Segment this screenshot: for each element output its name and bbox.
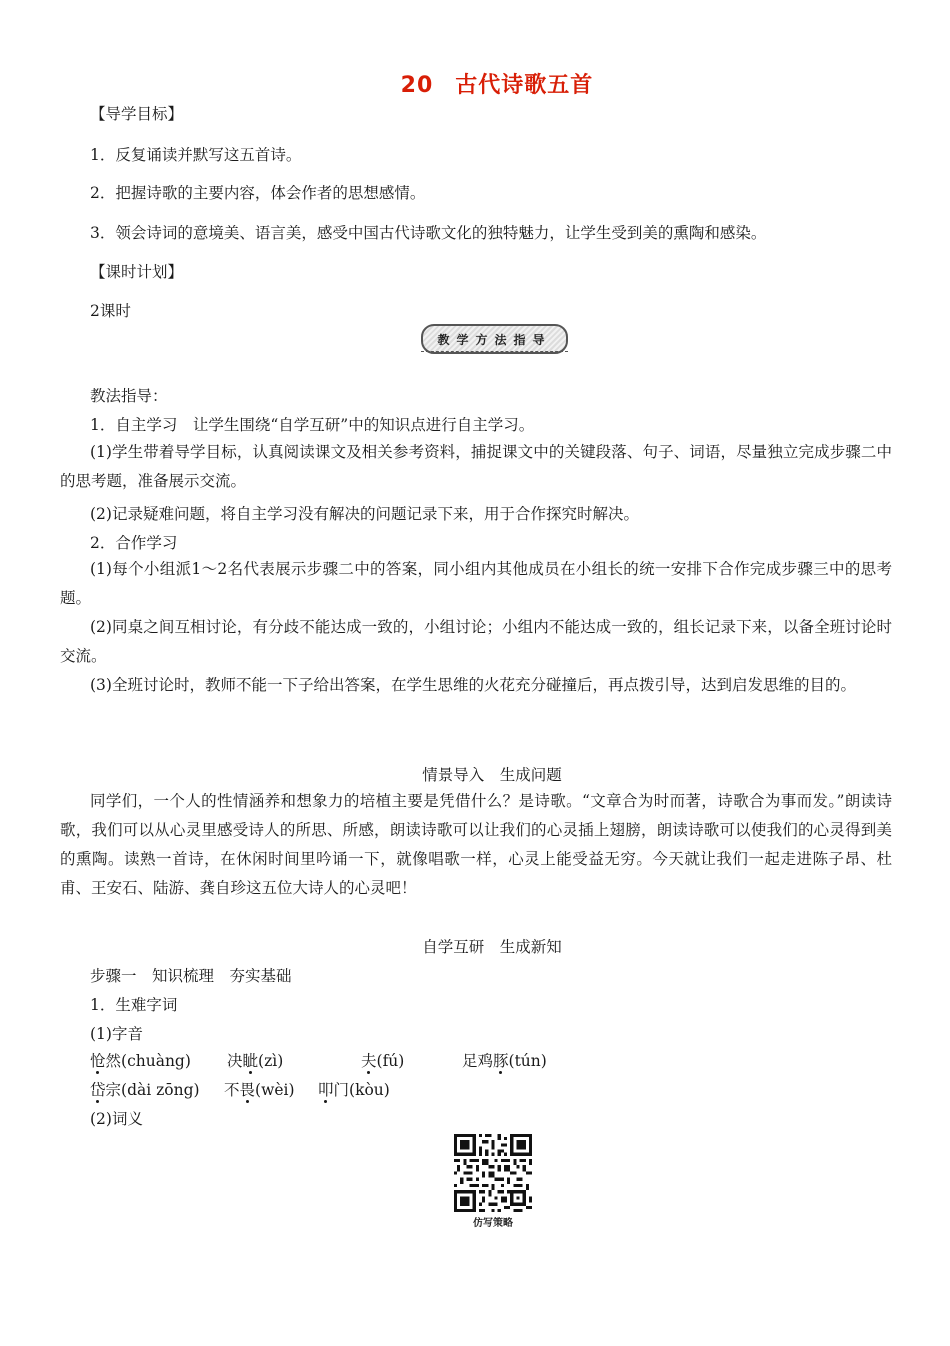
page-title <box>0 68 950 99</box>
goal-item-1: 1．反复诵读并默写这五首诗。 <box>90 146 302 164</box>
method-item-1-point-2: (2)记录疑难问题，将自主学习没有解决的问题记录下来，用于合作探究时解决。 <box>90 505 639 523</box>
banner-underline <box>421 351 568 352</box>
method-item-1-point-1: (1)学生带着导学目标，认真阅读课文及相关参考资料，捕捉课文中的关键段落、句子、词语，尽量独立完成步骤二中的思考题，准备展示交流。 <box>60 443 892 490</box>
goal-item-3: 3．领会诗词的意境美、语言美，感受中国古代诗歌文化的独特魅力，让学生受到美的熏陶和感染。 <box>90 224 767 242</box>
study-sub-heading: 1．生难字词 <box>90 996 178 1014</box>
word-item: 足鸡豚(tún) <box>462 1052 547 1070</box>
goals-heading: 【导学目标】 <box>90 105 184 123</box>
goal-item-2: 2．把握诗歌的主要内容，体会作者的思想感情。 <box>90 184 426 202</box>
plan-text: 2课时 <box>90 302 131 320</box>
word-item: 不畏(wèi) <box>224 1081 295 1099</box>
method-heading: 教法指导： <box>90 387 168 405</box>
word-item: 叩门(kòu) <box>318 1081 390 1099</box>
teaching-method-banner <box>421 324 568 354</box>
study-step: 步骤一 知识梳理 夯实基础 <box>90 967 292 985</box>
lesson-number: 20 <box>400 73 434 98</box>
word-item: 怆然(chuàng) <box>90 1052 191 1070</box>
word-item: 决眦(zì) <box>227 1052 284 1070</box>
plan-heading: 【课时计划】 <box>90 263 184 281</box>
intro-heading: 情景导入 生成问题 <box>422 766 562 784</box>
word-item: 岱宗(dài zōng) <box>90 1081 200 1099</box>
intro-paragraph: 同学们，一个人的性情涵养和想象力的培植主要是凭借什么？是诗歌。“文章合为时而著，诗歌合为事而发。”朗读诗歌，我们可以从心灵里感受诗人的所思、所感，朗读诗歌可以让我们的心灵插上翅膀，朗读诗歌可以使我们的心灵得到美的熏陶。读熟一首诗，在休闲时间里吟诵一下，就像唱歌一样，心灵上能受益无穷。今天就让我们一起走进陈子昂、杜甫、王安石、陆游、龚自珍这五位大诗人的心灵吧！ <box>60 792 892 897</box>
method-item-1: 1．自主学习 让学生围绕“自学互研”中的知识点进行自主学习。 <box>90 416 535 434</box>
qr-caption: 仿写策略 <box>473 1218 513 1229</box>
method-item-2-point-2: (2)同桌之间互相讨论，有分歧不能达成一致的，小组讨论；小组内不能达成一致的，组长记录下来，以备全班讨论时交流。 <box>60 618 892 665</box>
lesson-title: 古代诗歌五首 <box>455 73 594 98</box>
qr-code-icon[interactable] <box>454 1134 532 1212</box>
meaning-label: (2)词义 <box>90 1110 143 1128</box>
study-heading: 自学互研 生成新知 <box>422 938 562 956</box>
method-item-2-point-1: (1)每个小组派1～2名代表展示步骤二中的答案，同小组内其他成员在小组长的统一安排下合作完成步骤三中的思考题。 <box>60 560 892 607</box>
word-item: 夫(fú) <box>361 1052 405 1070</box>
method-item-2: 2．合作学习 <box>90 534 178 552</box>
pronunciation-label: (1)字音 <box>90 1025 143 1043</box>
method-item-2-point-3: (3)全班讨论时，教师不能一下子给出答案，在学生思维的火花充分碰撞后，再点拨引导，达到启发思维的目的。 <box>90 676 856 694</box>
banner-label: 教学方法指导 <box>437 332 552 347</box>
